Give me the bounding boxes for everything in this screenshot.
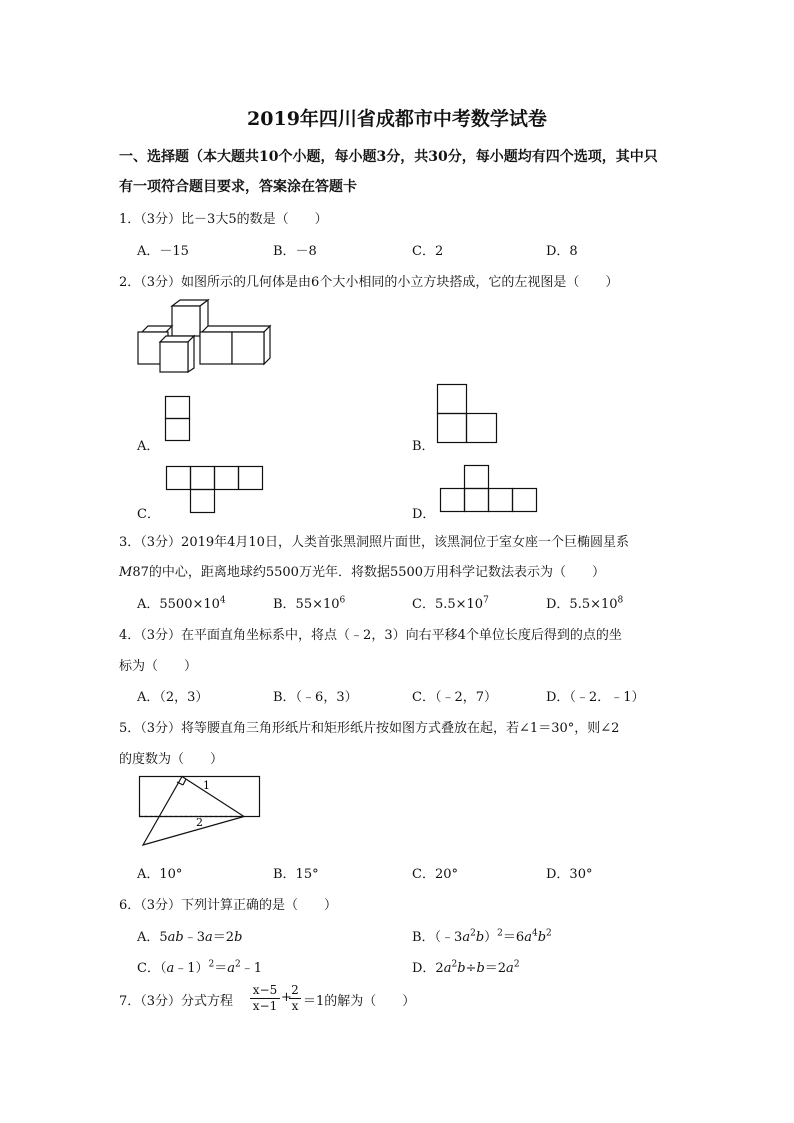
q3-stem-line2: M87的中心，距离地球约5500万光年．将数据5500万用科学记数法表示为（ ） [119,565,606,580]
q2-stem: 2．（3分）如图所示的几何体是由6个大小相同的小立方块搭成，它的左视图是（ ） [119,275,619,290]
q2-option-b-label: B． [412,439,435,454]
q1-option-a: A．－15 [137,244,189,259]
q1-option-c: C．2 [412,244,444,259]
q5-option-b: B．15° [273,867,319,882]
q7-fraction1-denominator: x−1 [252,999,278,1013]
q7-fraction1-numerator: x−5 [250,983,280,999]
q7-plus-sign: + [281,990,292,1005]
q7-fraction2-denominator: x [291,999,299,1013]
q5-stem-line1: 5．（3分）将等腰直角三角形纸片和矩形纸片按如图方式叠放在起，若∠1＝30°，则∠2 [119,721,620,736]
section-heading-line2: 有一项符合题目要求，答案涂在答题卡 [119,179,357,195]
q4-option-b: B．（﹣6，3） [273,690,358,705]
q3-option-a: A．$5500\times 10^4$ [137,595,226,612]
q1-option-d: D．8 [546,244,578,259]
q5-angle1-label: 1 [203,779,210,792]
q2-cube-figure [138,296,274,372]
q3-option-d: D．$5.5\times 10^8$ [546,595,624,612]
q7-fraction2-numerator: 2 [289,983,301,999]
q7-stem-suffix: ＝1的解为（ ） [303,994,416,1009]
q5-angle2-label: 2 [196,816,203,829]
q1-option-b: B．－8 [273,244,317,259]
q2-option-d-figure [440,465,538,513]
q2-option-a-figure [165,396,191,442]
q2-option-d-label: D． [412,507,436,522]
q6-option-b: B．$(﹣3a^2b)^2=6a^4b^2$ [412,928,552,945]
q6-stem: 6．（3分）下列计算正确的是（ ） [119,898,338,913]
q3-option-c: C．$5.5\times 10^7$ [412,595,489,612]
q2-option-b-figure [437,384,499,444]
q4-stem-line2: 标为（ ） [119,659,198,674]
q4-option-a: A．（2，3） [137,690,209,705]
q7-fraction2 [289,983,301,1014]
q4-stem-line1: 4．（3分）在平面直角坐标系中，将点（﹣2，3）向右平移4个单位长度后得到的点的坐 [119,628,622,643]
q2-option-c-label: C． [137,507,160,522]
q6-option-a: A．5ab﹣3a＝2b [137,930,243,945]
q4-option-c: C．（﹣2，7） [412,690,497,705]
q2-option-c-figure [166,466,264,514]
q5-option-c: C．20° [412,867,458,882]
page-title: 2019年四川省成都市中考数学试卷 [247,108,547,130]
q6-option-d: D．$2a^2b\div b=2a^2$ [412,959,520,976]
q3-stem-line1: 3．（3分）2019年4月10日，人类首张黑洞照片面世，该黑洞位于室女座一个巨椭圆星系 [119,535,629,550]
q5-triangle-rectangle-figure [139,776,261,848]
q3-option-b: B．$55\times 10^6$ [273,595,346,612]
q7-fraction1 [250,983,280,1014]
section-heading-line1: 一、选择题（本大题共10个小题，每小题3分，共30分，每小题均有四个选项，其中只 [119,149,658,165]
q5-option-a: A．10° [137,867,183,882]
q6-option-c: C．$(a﹣1)^2=a^2﹣1$ [137,959,263,976]
q2-option-a-label: A． [137,439,160,454]
q5-option-d: D．30° [546,867,593,882]
q5-stem-line2: 的度数为（ ） [119,752,224,767]
q4-option-d: D．（﹣2．﹣1） [546,690,645,705]
q7-stem-prefix: 7．（3分）分式方程 [119,994,234,1009]
q1-stem: 1．（3分）比－3大5的数是（ ） [119,212,328,227]
